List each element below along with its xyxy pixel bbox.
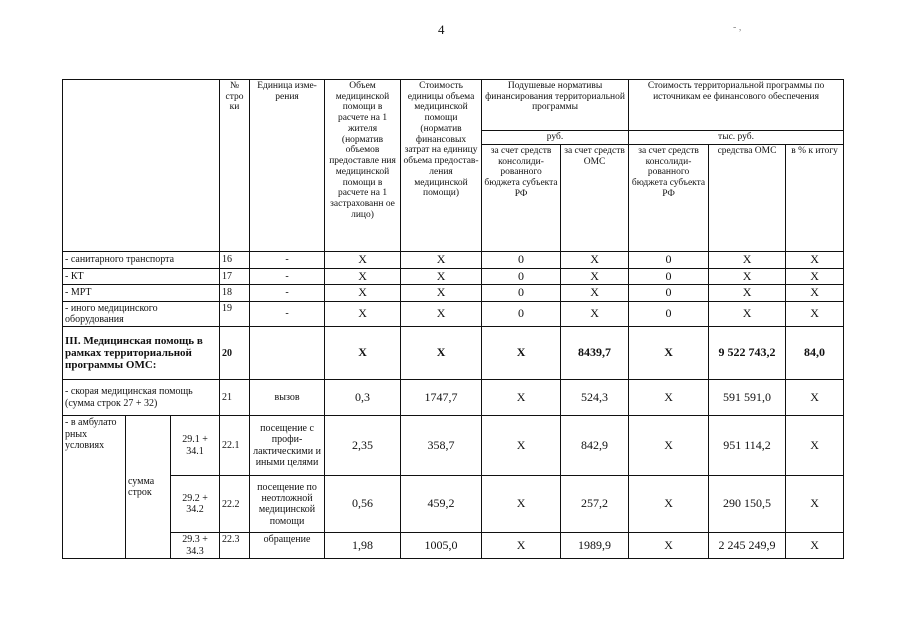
header-percent: в % к итогу — [786, 145, 844, 252]
financing-table — [62, 79, 844, 559]
outpatient-row-2: 29.2 + 34.2 22.2 посещение по неотложной медицинской помощи 0,56 459,2 Х 257,2 Х 290 150,5 Х — [63, 476, 844, 533]
header-unit-cost: Стоимость единицы объема медицинской помощи (норматив финансовых затрат на единицу объема предостав- ления медицинской помощи) — [401, 80, 482, 252]
header-rub: руб. — [482, 131, 629, 145]
outpatient-row-1: - в амбулато рных условиях сумма строк 29.1 + 34.1 22.1 посещение с профи- лактическими и иными целями 2,35 358,7 Х 842,9 Х 951 114,2 Х — [63, 416, 844, 476]
outpatient-row-3: 29.3 + 34.3 22.3 обращение 1,98 1005,0 Х 1989,9 Х 2 245 249,9 Х — [63, 533, 844, 559]
ambulance-row: - скорая медицинская помощь (сумма строк 27 + 32) 21 вызов 0,3 1747,7 Х 524,3 Х 591 591,0 Х — [63, 380, 844, 416]
header-thousand-rub: тыс. руб. — [629, 131, 844, 145]
table-row: - МРТ 18 - Х Х 0 Х 0 Х Х — [63, 285, 844, 302]
table-row: - санитарного транспорта 16 - Х Х 0 Х 0 Х Х — [63, 252, 844, 269]
sum-label: сумма строк — [126, 416, 171, 559]
table-row: - КТ 17 - Х Х 0 Х 0 Х Х — [63, 268, 844, 285]
section-3-row: III. Медицинская помощь в рамках территориальной программы ОМС: 20 Х Х Х 8439,7 Х 9 522 743,2 84,0 — [63, 327, 844, 380]
outpatient-label: - в амбулато рных условиях — [63, 416, 126, 559]
header-blank — [63, 80, 220, 252]
header-num: № стро ки — [220, 80, 250, 252]
page-number: 4 — [438, 22, 445, 37]
header-volume: Объем медицинской помощи в расчете на 1 жителя (норматив объемов предоставле ния медицинской помощи в расчете на 1 застрахованн ое лицо) — [325, 80, 401, 252]
header-budget-2: за счет средств консолиди- рованного бюджета субъекта РФ — [629, 145, 709, 252]
header-per-capita: Подушевые нормативы финансирования территориальной программы — [482, 80, 629, 131]
header-unit: Единица изме- рения — [250, 80, 325, 252]
header-oms-2: средства ОМС — [709, 145, 786, 252]
header-row-1 — [63, 80, 844, 131]
corner-mark: - , — [733, 22, 742, 33]
header-budget: за счет средств консолиди- рованного бюджета субъекта РФ — [482, 145, 561, 252]
header-oms: за счет средств ОМС — [561, 145, 629, 252]
header-cost-program: Стоимость территориальной программы по источникам ее финансового обеспечения — [629, 80, 844, 131]
table-row: - иного медицинского оборудования 19 - Х Х 0 Х 0 Х Х — [63, 301, 844, 327]
